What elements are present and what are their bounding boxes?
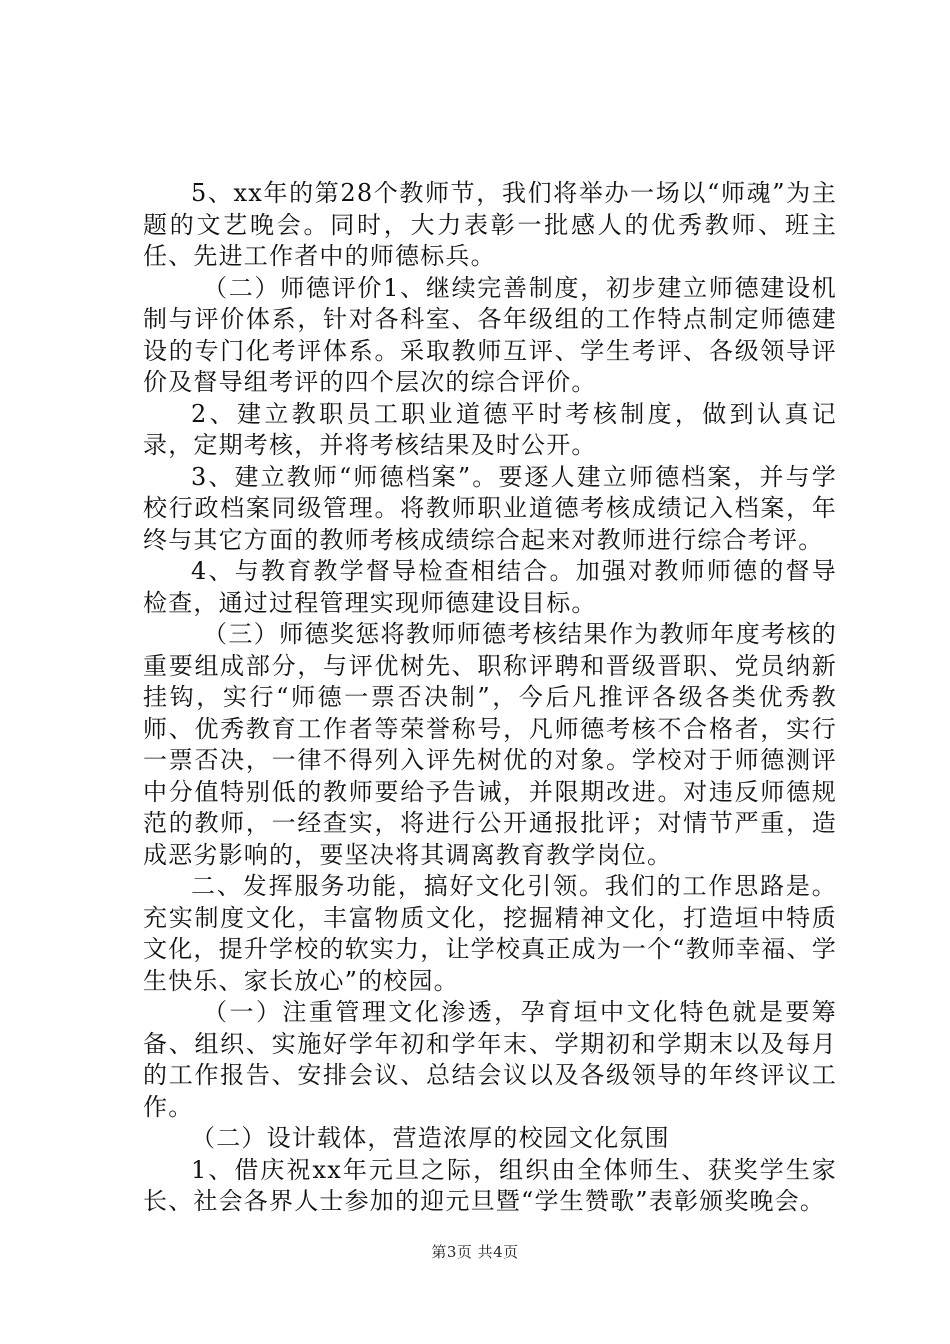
paragraph-ethics-archive: 3、建立教师“师德档案”。要逐人建立师德档案，并与学校行政档案同级管理。将教师职业道德考核成绩记入档案，年终与其它方面的教师考核成绩综合起来对教师进行综合考评。	[143, 462, 837, 554]
paragraph-campus-atmosphere: （二）设计载体，营造浓厚的校园文化氛围	[191, 1124, 670, 1152]
paragraph-teachers-day-gala: 5、xx年的第28个教师节，我们将举办一场以“师魂”为主题的文艺晚会。同时，大力表彰一批感人的优秀教师、班主任、先进工作者中的师德标兵。	[143, 179, 837, 270]
paragraph-supervision: 4、与教育教学督导检查相结合。加强对教师师德的督导检查，通过过程管理实现师德建设目标。	[143, 557, 837, 617]
paragraph-new-year-gala: 1、借庆祝xx年元旦之际，组织由全体师生、获奖学生家长、社会各界人士参加的迎元旦暨“学生赞歌”表彰颁奖晚会。	[143, 1155, 837, 1215]
paragraph-rewards-penalties: （三）师德奖惩将教师师德考核结果作为教师年度考核的重要组成部分，与评优树先、职称评聘和晋级晋职、党员纳新挂钩，实行“师德一票否决制”，今后凡推评各级各类优秀教师、优秀教育工作者等荣誉称号，凡师德考核不合格者，实行一票否决，一律不得列入评先树优的对象。学校对于师德测评中分值特别低的教师要给予告诫，并限期改进。对违反师德规范的教师，一经查实，将进行公开通报批评；对情节严重，造成恶劣影响的，要坚决将其调离教育教学岗位。	[143, 620, 837, 869]
document-body	[143, 178, 837, 1218]
paragraph-culture-leadership: 二、发挥服务功能，搞好文化引领。我们的工作思路是。充实制度文化，丰富物质文化，挖掘精神文化，打造垣中特质文化，提升学校的软实力，让学校真正成为一个“教师幸福、学生快乐、家长放心”的校园。	[143, 872, 837, 995]
paragraph-ethics-evaluation: （二）师德评价1、继续完善制度，初步建立师德建设机制与评价体系，针对各科室、各年级组的工作特点制定师德建设的专门化考评体系。采取教师互评、学生考评、各级领导评价及督导组考评的四个层次的综合评价。	[143, 273, 837, 396]
page-number-footer: 第3页 共4页	[431, 1243, 519, 1261]
paragraph-assessment-system: 2、建立教职员工职业道德平时考核制度，做到认真记录，定期考核，并将考核结果及时公开。	[143, 399, 837, 459]
paragraph-management-culture: （一）注重管理文化渗透，孕育垣中文化特色就是要筹备、组织、实施好学年初和学年末、学期初和学期末以及每月的工作报告、安排会议、总结会议以及各级领导的年终评议工作。	[143, 998, 837, 1121]
